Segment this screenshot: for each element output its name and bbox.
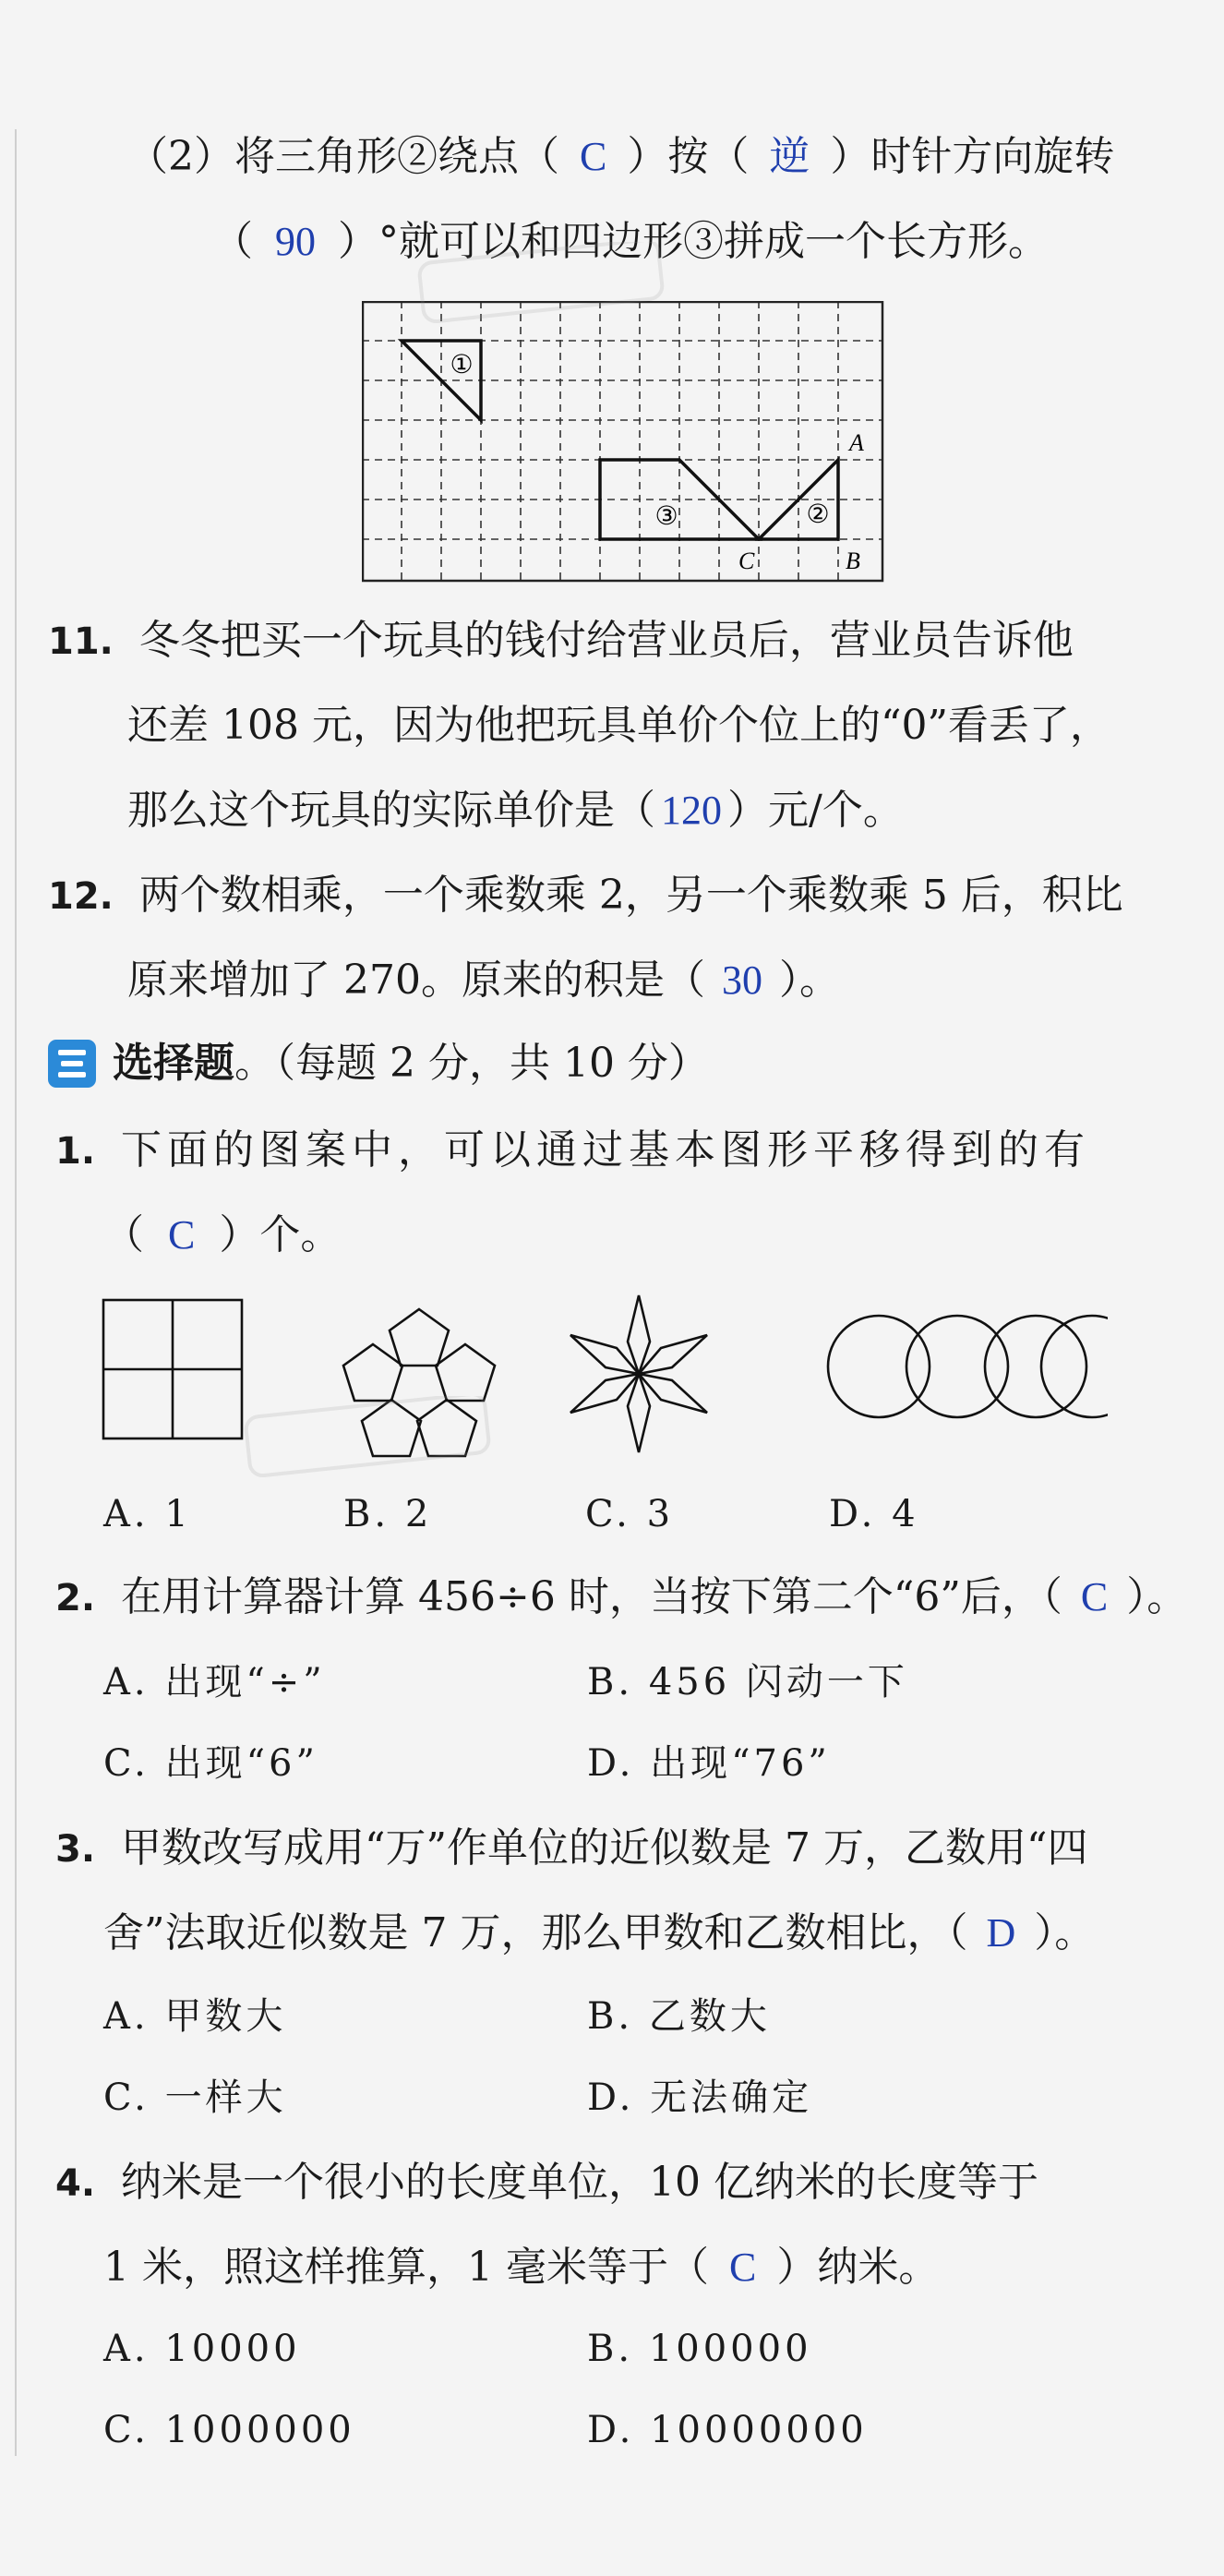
c4-text: 1 米，照这样推算，1 毫米等于（ xyxy=(103,2244,709,2291)
c1-option-b[interactable]: B. 2 xyxy=(343,1493,433,1535)
c3-line1 xyxy=(55,1821,1087,1877)
point-c-label: C xyxy=(738,548,755,574)
answer-c2: C xyxy=(1080,1574,1109,1619)
point-b-label: B xyxy=(846,548,860,574)
c3-number: 3. xyxy=(55,1828,96,1871)
answer-c3: D xyxy=(986,1910,1016,1956)
q10-2-text: ）时针方向旋转 xyxy=(830,133,1115,180)
c1-line2 xyxy=(103,1208,341,1263)
q12-text: 两个数相乘，一个乘数乘 2，另一个乘数乘 5 后，积比 xyxy=(138,872,1123,919)
watermark-stamp xyxy=(415,242,674,325)
c4-text: ）纳米。 xyxy=(776,2244,940,2291)
c3-option-a[interactable]: A. 甲数大 xyxy=(103,1995,287,2038)
answer-c4: C xyxy=(728,2245,757,2290)
c1-text: （ xyxy=(103,1211,144,1258)
q11-line2: 还差 108 元，因为他把玩具单价个位上的“0”看丢了， xyxy=(127,702,1110,749)
section-note: 。（每题 2 分，共 10 分） xyxy=(234,1040,709,1087)
q10-2-line1 xyxy=(127,129,1114,185)
c3-text: 舍”法取近似数是 7 万，那么甲数和乙数相比，（ xyxy=(103,1909,968,1956)
c3-option-b[interactable]: B. 乙数大 xyxy=(587,1995,771,2038)
c3-text: ）。 xyxy=(1034,1909,1096,1956)
q10-2-text: ）按（ xyxy=(627,133,750,180)
watermark-stamp xyxy=(242,1396,500,1479)
c1-option-a[interactable]: A. 1 xyxy=(103,1493,192,1535)
section-title-text: 选择题 xyxy=(113,1040,234,1087)
c4-option-a[interactable]: A. 10000 xyxy=(103,2328,301,2370)
q11-line3 xyxy=(127,783,904,838)
answer-q12: 30 xyxy=(721,957,762,1003)
answer-q11: 120 xyxy=(661,788,722,833)
c1-text: 下面的图案中，可以通过基本图形平移得到的有 xyxy=(121,1126,1091,1174)
label-2: ② xyxy=(806,500,830,529)
q11-text: 那么这个玩具的实际单价是（ xyxy=(127,787,655,834)
c2-option-a[interactable]: A. 出现“÷” xyxy=(103,1661,326,1703)
q11-text: ）元/个。 xyxy=(727,787,904,834)
answer-direction: 逆 xyxy=(769,134,810,179)
c2-option-c[interactable]: C. 出现“6” xyxy=(103,1742,318,1785)
c2-text: 在用计算器计算 456÷6 时，当按下第二个“6”后，（ xyxy=(121,1573,1062,1620)
c4-number: 4. xyxy=(55,2162,96,2205)
c1-option-c[interactable]: C. 3 xyxy=(585,1493,675,1535)
q11-text: 冬冬把买一个玩具的钱付给营业员后，营业员告诉他 xyxy=(138,617,1074,664)
c3-option-d[interactable]: D. 无法确定 xyxy=(587,2076,813,2119)
q10-2-text: （2）将三角形②绕点（ xyxy=(127,133,559,180)
rotation-grid-figure xyxy=(362,301,888,587)
c1-line1 xyxy=(55,1123,1090,1179)
c4-text: 纳米是一个很小的长度单位，10 亿纳米的长度等于 xyxy=(121,2159,1039,2206)
section-title xyxy=(113,1036,709,1091)
c4-option-d[interactable]: D. 10000000 xyxy=(587,2409,868,2451)
q11-number: 11. xyxy=(48,620,114,663)
c2-line1 xyxy=(55,1570,1187,1626)
q12-text: 原来增加了 270。原来的积是（ xyxy=(127,957,705,1004)
label-3: ③ xyxy=(654,502,678,531)
q12-line1 xyxy=(48,868,1123,924)
q10-2-text: ）°就可以和四边形③拼成一个长方形。 xyxy=(338,218,1049,265)
q12-number: 12. xyxy=(48,875,114,918)
c3-line2 xyxy=(103,1906,1095,1961)
q12-line2 xyxy=(127,953,840,1008)
point-a-label: A xyxy=(849,429,864,456)
q10-2-text: （ xyxy=(212,218,253,265)
q11-line1 xyxy=(48,613,1074,669)
answer-point: C xyxy=(580,134,607,179)
c2-option-d[interactable]: D. 出现“76” xyxy=(587,1742,831,1785)
c4-option-b[interactable]: B. 100000 xyxy=(587,2328,812,2370)
q12-text: ）。 xyxy=(778,957,840,1004)
section-three-badge-icon xyxy=(48,1040,96,1088)
c4-line2 xyxy=(103,2240,939,2295)
pattern-square-grid xyxy=(103,1300,242,1438)
c4-option-c[interactable]: C. 1000000 xyxy=(103,2409,355,2451)
c1-number: 1. xyxy=(55,1130,96,1173)
c3-option-c[interactable]: C. 一样大 xyxy=(103,2076,287,2119)
pattern-six-rhombus-star xyxy=(570,1295,707,1452)
c1-text: ）个。 xyxy=(219,1211,342,1258)
c4-line1 xyxy=(55,2155,1038,2211)
margin-rule xyxy=(15,129,17,2456)
answer-c1: C xyxy=(168,1212,196,1258)
c2-text: ）。 xyxy=(1126,1573,1188,1620)
c2-number: 2. xyxy=(55,1577,96,1619)
label-1: ① xyxy=(450,351,474,379)
answer-angle: 90 xyxy=(275,219,316,264)
c3-text: 甲数改写成用“万”作单位的近似数是 7 万，乙数用“四 xyxy=(121,1824,1088,1872)
pattern-four-circles xyxy=(828,1316,1108,1417)
c1-option-d[interactable]: D. 4 xyxy=(829,1493,919,1535)
c2-option-b[interactable]: B. 456 闪动一下 xyxy=(587,1661,908,1703)
